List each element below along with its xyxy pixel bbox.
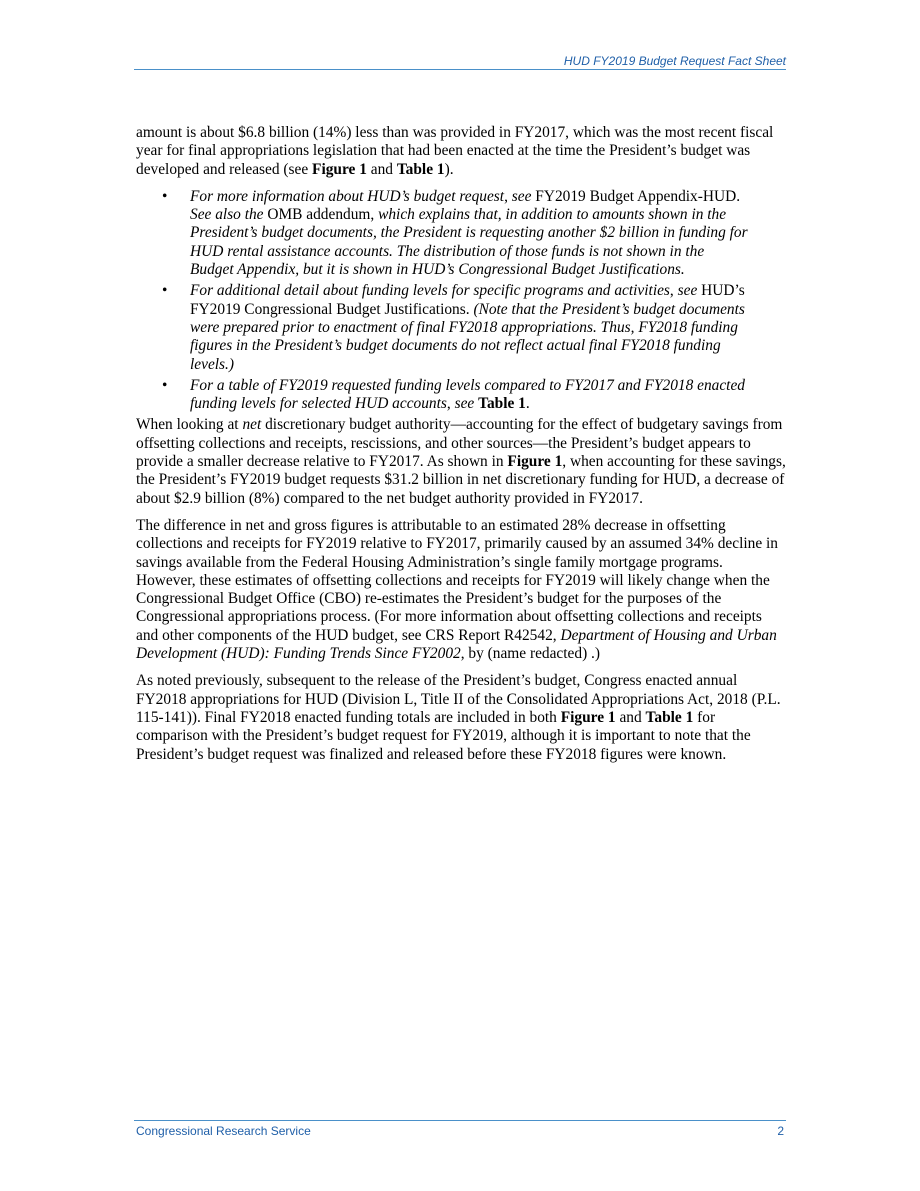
bullet-icon: • [162, 187, 168, 205]
budget-appendix-link[interactable]: FY2019 Budget Appendix-HUD. [531, 187, 741, 205]
table-1-link[interactable]: Table 1 [478, 395, 526, 413]
crs-report-title: Department of Housing and Urban Development (HUD): Funding Trends Since FY2002 [136, 626, 777, 663]
footer-divider [134, 1120, 786, 1121]
list-item: • For more information about HUD’s budget request, see FY2019 Budget Appendix-HUD. See also the OMB addendum, which explains that, in addition to amounts shown in the President’s budget documents, the President is requesting another $2 billion in funding for HUD rental assistance accounts. The distribution of those funds is not shown in the Budget Appendix, but it is shown in HUD’s Congressional Budget Justifications. [162, 187, 748, 279]
paragraph-3: The difference in net and gross figures is attributable to an estimated 28% decrease in offsetting collections and receipts for FY2019 relative to FY2017, primarily caused by an assumed 34% decline in savings available from the Federal Housing Administration’s single family mortgage programs. However, these estimates of offsetting collections and receipts for FY2019 will likely change when the Congressional Budget Office (CBO) re-estimates the President’s budget for the purposes of the Congressional appropriations process. (For more information about offsetting collections and receipts and other components of the HUD budget, see CRS Report R42542, Department of Housing and Urban Development (HUD): Funding Trends Since FY2002, by (name redacted) .) [136, 516, 778, 663]
figure-1-reference: Figure 1 [560, 708, 616, 726]
bullet-list [136, 188, 786, 414]
bullet-icon: • [162, 282, 168, 300]
list-item: • For additional detail about funding levels for specific programs and activities, see HUD’s FY2019 Congressional Budget Justifications. (Note that the President’s budget documents were prepared prior to enactment of final FY2018 appropriations. Thus, FY2018 funding figures in the President’s budget documents do not reflect actual final FY2018 funding levels.) [162, 282, 745, 373]
paragraph-1: amount is about $6.8 billion (14%) less than was provided in FY2017, which was the most recent fiscal year for final appropriations legislation that had been enacted at the time the President’s budget was developed and released (see Figure 1 and Table 1). [136, 124, 774, 178]
table-1-reference: Table 1 [645, 708, 694, 726]
footer-source: Congressional Research Service [136, 1124, 311, 1138]
header-divider [134, 69, 786, 70]
running-header: HUD FY2019 Budget Request Fact Sheet [563, 54, 786, 68]
omb-addendum-link[interactable]: OMB addendum, [263, 206, 379, 224]
body-text [136, 124, 786, 773]
paragraph-4: As noted previously, subsequent to the release of the President’s budget, Congress enacted annual FY2018 appropriations for HUD (Division L, Title II of the Consolidated Appropriations Act, 2018 (P.L. 115-141)). Final FY2018 enacted funding totals are included in both Figure 1 and Table 1 for comparison with the President’s budget request for FY2019, although it is important to note that the President’s budget request was finalized and released before these FY2018 figures were known. [136, 672, 781, 763]
list-item: • For a table of FY2019 requested funding levels compared to FY2017 and FY2018 enacted funding levels for selected HUD accounts, see Table 1. [162, 376, 745, 413]
page-number: 2 [777, 1124, 784, 1138]
figure-1-reference: Figure 1 [507, 453, 563, 471]
bullet-icon: • [162, 376, 168, 394]
table-1-reference: Table 1 [396, 160, 445, 178]
paragraph-2: When looking at net discretionary budget authority—accounting for the effect of budgetary savings from offsetting collections and receipts, rescissions, and other sources—the President’s budget appears to provide a smaller decrease relative to FY2017. As shown in Figure 1, when accounting for these savings, the President’s FY2019 budget requests $31.2 billion in net discretionary funding for HUD, a decrease of about $2.9 billion (8%) compared to the net budget authority provided in FY2017. [136, 416, 786, 507]
budget-justifications-link[interactable]: HUD’s FY2019 Congressional Budget Justifications. [190, 282, 745, 318]
figure-1-reference: Figure 1 [312, 160, 367, 178]
